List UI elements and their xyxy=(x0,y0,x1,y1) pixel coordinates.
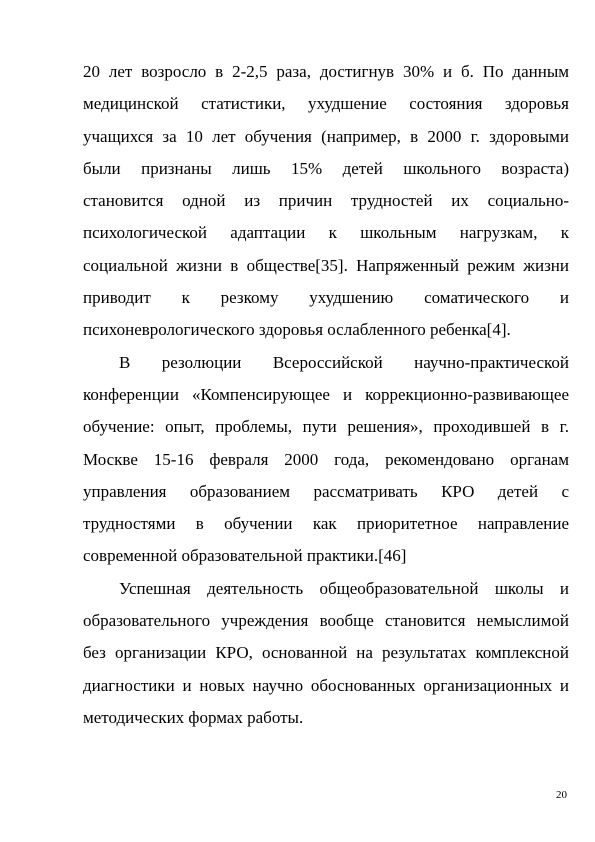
text-line: учащихся за 10 лет обучения (например, в 2000 г. здоровыми xyxy=(83,126,569,146)
text-line: Москве 15-16 февраля 2000 года, рекомендовано органам xyxy=(83,449,569,469)
text-line: диагностики и новых научно обоснованных организационных и xyxy=(83,675,569,695)
text-line: образовательного учреждения вообще становится немыслимой xyxy=(83,611,569,631)
page-number: 20 xyxy=(556,789,567,801)
text-line: методических формах работы. xyxy=(83,707,304,727)
text-line: современной образовательной практики.[46] xyxy=(83,546,407,566)
text-line: обучение: опыт, проблемы, пути решения», проходившей в г. xyxy=(83,417,569,437)
text-line: приводит к резкому ухудшению соматического и xyxy=(83,288,569,308)
text-line: управления образованием рассматривать КРО детей с xyxy=(83,481,569,501)
text-line: трудностями в обучении как приоритетное направление xyxy=(83,514,569,534)
text-line: становится одной из причин трудностей их социально- xyxy=(83,191,569,211)
text-line: социальной жизни в обществе[35]. Напряженный режим жизни xyxy=(83,255,569,275)
text-line: конференции «Компенсирующее и коррекционно-развивающее xyxy=(83,384,569,404)
text-line: 20 лет возросло в 2-2,5 раза, достигнув 30% и б. По данным xyxy=(83,62,569,81)
text-line: психоневрологического здоровья ослабленного ребенка[4]. xyxy=(83,320,511,340)
text-line: Успешная деятельность общеобразовательной школы и xyxy=(119,578,569,598)
text-line: без организации КРО, основанной на результатах комплексной xyxy=(83,643,569,663)
text-line: медицинской статистики, ухудшение состояния здоровья xyxy=(83,94,569,114)
text-line: психологической адаптации к школьным нагрузкам, к xyxy=(83,223,569,243)
text-line: были признаны лишь 15% детей школьного возраста) xyxy=(83,158,569,178)
text-line: В резолюции Всероссийской научно-практической xyxy=(119,352,569,372)
body-text xyxy=(83,56,569,734)
